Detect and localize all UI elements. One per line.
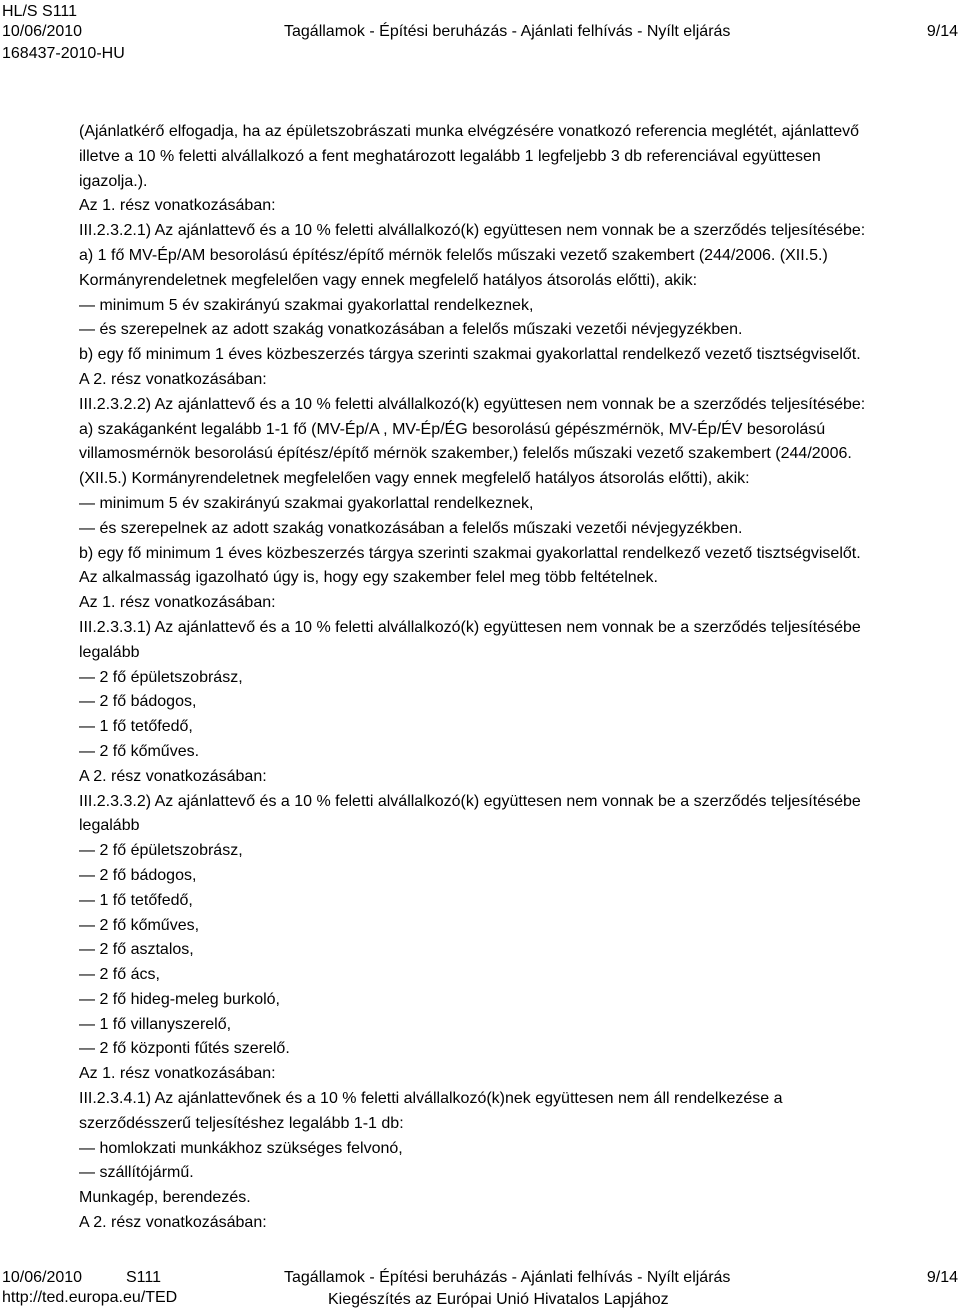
text-line: b) egy fő minimum 1 éves közbeszerzés tárgya szerinti szakmai gyakorlattal rendelkező vezető tisztségviselőt. bbox=[79, 346, 861, 364]
text-line: — 2 fő központi fűtés szerelő. bbox=[79, 1040, 290, 1058]
header-page-number: 9/14 bbox=[926, 23, 958, 40]
text-line: — homlokzati munkákhoz szükséges felvonó, bbox=[79, 1139, 403, 1157]
text-line: — 2 fő hideg-meleg burkoló, bbox=[79, 990, 280, 1008]
text-line: — 1 fő tetőfedő, bbox=[79, 891, 193, 909]
text-line: III.2.3.2.1) Az ajánlattevő és a 10 % feletti alvállalkozó(k) együttesen nem vonnak be a szerződés teljesítésébe: bbox=[79, 222, 866, 240]
text-line: III.2.3.3.2) Az ajánlattevő és a 10 % feletti alvállalkozó(k) együttesen nem vonnak be a szerződés teljesítésébe bbox=[79, 792, 861, 810]
text-line: — minimum 5 év szakirányú szakmai gyakorlattal rendelkeznek, bbox=[79, 296, 534, 314]
text-line: — és szerepelnek az adott szakág vonatkozásában a felelős műszaki vezetői névjegyzékben. bbox=[79, 321, 743, 339]
text-line: Az 1. rész vonatkozásában: bbox=[79, 1065, 276, 1083]
text-line: Az alkalmasság igazolható úgy is, hogy egy szakember felel meg több feltételnek. bbox=[79, 569, 658, 587]
footer-page-number: 9/14 bbox=[926, 1269, 958, 1286]
text-line: — 2 fő kőműves, bbox=[79, 916, 200, 934]
text-line: — 2 fő kőműves. bbox=[79, 742, 200, 760]
header-doc-code: HL/S S111 bbox=[2, 3, 78, 20]
text-line: III.2.3.3.1) Az ajánlattevő és a 10 % feletti alvállalkozó(k) együttesen nem vonnak be a szerződés teljesítésébe bbox=[79, 618, 861, 636]
text-line: — 2 fő bádogos, bbox=[79, 866, 197, 884]
text-line: (Ajánlatkérő elfogadja, ha az épületszobrászati munka elvégzésére vonatkozó referencia meglétét, ajánlattevő bbox=[79, 123, 860, 140]
footer-publisher: Kiegészítés az Európai Unió Hivatalos Lapjához bbox=[328, 1291, 669, 1308]
text-line: a) szakáganként legalább 1-1 fő (MV-Ép/A , MV-Ép/ÉG besorolású gépészmérnök, MV-Ép/ÉV besorolású bbox=[79, 420, 826, 438]
text-line: — minimum 5 év szakirányú szakmai gyakorlattal rendelkeznek, bbox=[79, 494, 534, 512]
footer-title: Tagállamok - Építési beruházás - Ajánlati felhívás - Nyílt eljárás bbox=[284, 1269, 731, 1286]
footer-url-link[interactable]: http://ted.europa.eu/TED bbox=[2, 1289, 178, 1306]
text-line: — 1 fő tetőfedő, bbox=[79, 718, 193, 736]
text-line: (XII.5.) Kormányrendeletnek megfelelően vagy ennek megfelelő hatályos átsorolás előtti), akik: bbox=[79, 470, 750, 488]
text-line: illetve a 10 % feletti alvállalkozó a fent meghatározott legalább 1 legfeljebb 3 db referenciával együttesen bbox=[79, 147, 821, 165]
text-line: — 2 fő asztalos, bbox=[79, 941, 194, 959]
header-date: 10/06/2010 bbox=[2, 23, 83, 40]
document-body bbox=[79, 120, 949, 1236]
text-line: — 2 fő épületszobrász, bbox=[79, 842, 243, 860]
text-line: szerződésszerű teljesítéshez legalább 1-1 db: bbox=[79, 1114, 404, 1132]
text-line: A 2. rész vonatkozásában: bbox=[79, 370, 267, 388]
text-line: — 2 fő ács, bbox=[79, 966, 160, 984]
text-line: A 2. rész vonatkozásában: bbox=[79, 1214, 267, 1232]
text-line: Kormányrendeletnek megfelelően vagy ennek megfelelő hatályos átsorolás előtti), akik: bbox=[79, 271, 698, 289]
header-title: Tagállamok - Építési beruházás - Ajánlati felhívás - Nyílt eljárás bbox=[284, 23, 731, 40]
text-line: legalább bbox=[79, 643, 140, 661]
text-line: legalább bbox=[79, 817, 140, 835]
text-line: III.2.3.2.2) Az ajánlattevő és a 10 % feletti alvállalkozó(k) együttesen nem vonnak be a szerződés teljesítésébe: bbox=[79, 395, 866, 413]
footer-series: S111 bbox=[126, 1269, 161, 1286]
text-line: Munkagép, berendezés. bbox=[79, 1189, 251, 1207]
page-footer bbox=[0, 1266, 960, 1310]
footer-date: 10/06/2010 bbox=[2, 1269, 83, 1286]
text-line: A 2. rész vonatkozásában: bbox=[79, 767, 267, 785]
text-line: — és szerepelnek az adott szakág vonatkozásában a felelős műszaki vezetői névjegyzékben. bbox=[79, 519, 743, 537]
text-line: Az 1. rész vonatkozásában: bbox=[79, 594, 276, 612]
text-line: b) egy fő minimum 1 éves közbeszerzés tárgya szerinti szakmai gyakorlattal rendelkező vezető tisztségviselőt. bbox=[79, 544, 861, 562]
text-line: villamosmérnök besorolású építész/építő mérnök szakember,) felelős műszaki vezető szakembert (244/2006. bbox=[79, 445, 852, 463]
text-line: — 2 fő épületszobrász, bbox=[79, 668, 243, 686]
header-doc-id: 168437-2010-HU bbox=[2, 45, 125, 62]
text-line: — szállítójármű. bbox=[79, 1164, 194, 1182]
text-line: Az 1. rész vonatkozásában: bbox=[79, 197, 276, 215]
page-header bbox=[0, 0, 960, 44]
text-line: — 2 fő bádogos, bbox=[79, 693, 197, 711]
text-line: — 1 fő villanyszerelő, bbox=[79, 1015, 232, 1033]
text-line: igazolja.). bbox=[79, 172, 148, 190]
text-line: III.2.3.4.1) Az ajánlattevőnek és a 10 % feletti alvállalkozó(k)nek együttesen nem áll rendelkezése a bbox=[79, 1090, 783, 1108]
text-line: a) 1 fő MV-Ép/AM besorolású építész/építő mérnök felelős műszaki vezető szakembert (244/2006. (XII.5.) bbox=[79, 246, 828, 264]
